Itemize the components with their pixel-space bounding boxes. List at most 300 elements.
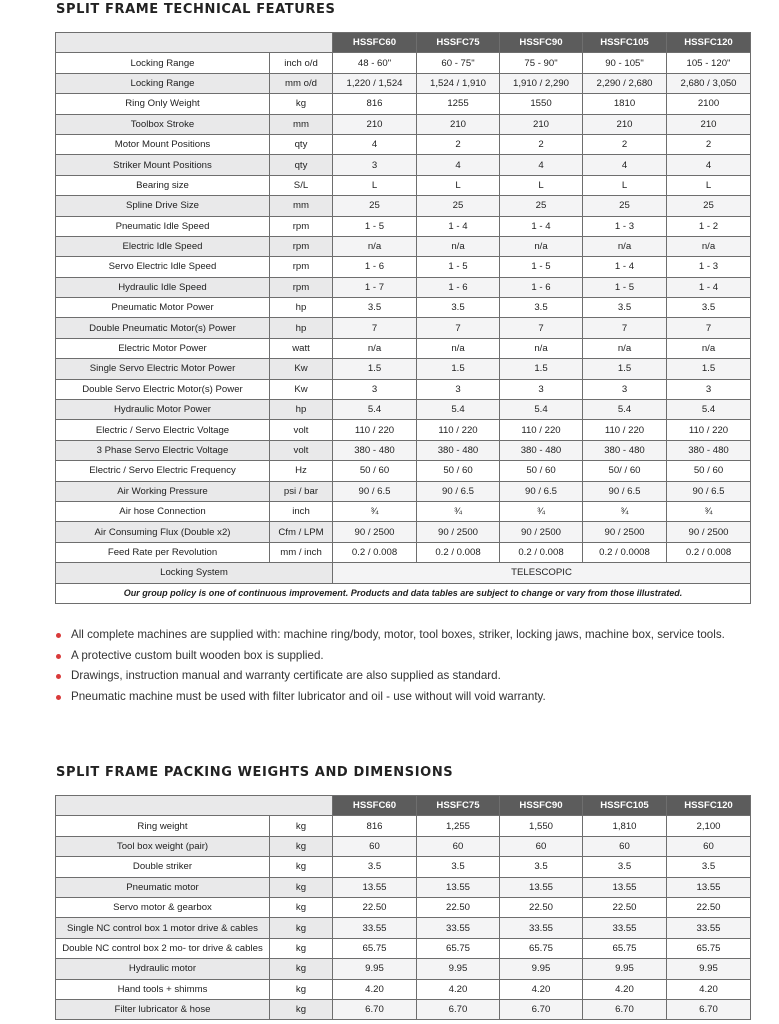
cell-value: 3.5	[417, 857, 500, 877]
cell-value: 110 / 220	[417, 420, 500, 440]
cell-value: 65.75	[500, 938, 583, 958]
row-unit: kg	[270, 897, 333, 917]
row-label: Double Servo Electric Motor(s) Power	[56, 379, 270, 399]
table-row	[56, 277, 751, 297]
cell-value: 90 / 6.5	[583, 481, 667, 501]
row-unit: rpm	[270, 236, 333, 256]
cell-value: n/a	[667, 236, 751, 256]
cell-value: 1 - 7	[333, 277, 417, 297]
row-label: Locking Range	[56, 73, 270, 93]
cell-value: 210	[583, 114, 667, 134]
row-unit: S/L	[270, 175, 333, 195]
row-unit: kg	[270, 857, 333, 877]
model-header: HSSFC105	[583, 33, 667, 53]
table-row	[56, 359, 751, 379]
model-header: HSSFC60	[333, 796, 417, 816]
cell-value: 9.95	[500, 959, 583, 979]
cell-value: 4.20	[500, 979, 583, 999]
cell-value: 4	[500, 155, 583, 175]
row-label: Hydraulic Motor Power	[56, 400, 270, 420]
row-unit: psi / bar	[270, 481, 333, 501]
cell-value: 90 / 6.5	[333, 481, 417, 501]
cell-value: 1.5	[667, 359, 751, 379]
row-label: Feed Rate per Revolution	[56, 542, 270, 562]
cell-value: 5.4	[500, 400, 583, 420]
table-row	[56, 938, 751, 958]
row-label: Hydraulic Idle Speed	[56, 277, 270, 297]
cell-value: 210	[417, 114, 500, 134]
row-label: Ring Only Weight	[56, 94, 270, 114]
list-item	[55, 625, 775, 646]
cell-value: 1255	[417, 94, 500, 114]
table-row	[56, 216, 751, 236]
cell-value: 2	[417, 134, 500, 154]
cell-value: 110 / 220	[333, 420, 417, 440]
cell-value: 60	[417, 836, 500, 856]
model-header: HSSFC90	[500, 796, 583, 816]
cell-value: 1.5	[583, 359, 667, 379]
cell-value: n/a	[333, 338, 417, 358]
cell-value: L	[417, 175, 500, 195]
cell-value: 1 - 2	[667, 216, 751, 236]
row-label: Servo Electric Idle Speed	[56, 257, 270, 277]
table-row	[56, 542, 751, 562]
row-unit: Hz	[270, 461, 333, 481]
model-header: HSSFC90	[500, 33, 583, 53]
technical-features-title: SPLIT FRAME TECHNICAL FEATURES	[56, 2, 336, 17]
cell-value: 2100	[667, 94, 751, 114]
cell-value: 33.55	[583, 918, 667, 938]
cell-value: L	[333, 175, 417, 195]
table-row	[56, 877, 751, 897]
cell-value: 9.95	[333, 959, 417, 979]
cell-value: 380 - 480	[667, 440, 751, 460]
table-row	[56, 501, 751, 521]
policy-note-row	[56, 583, 751, 603]
cell-value: 22.50	[333, 897, 417, 917]
cell-value: 380 - 480	[333, 440, 417, 460]
cell-value: 48 - 60"	[333, 53, 417, 73]
row-label: Single NC control box 1 motor drive & cables	[56, 918, 270, 938]
cell-value: 4.20	[417, 979, 500, 999]
cell-value: 0.2 / 0.008	[333, 542, 417, 562]
row-unit: mm	[270, 196, 333, 216]
cell-value: 60	[667, 836, 751, 856]
cell-value: 5.4	[667, 400, 751, 420]
cell-value: 13.55	[417, 877, 500, 897]
row-unit: kg	[270, 816, 333, 836]
cell-value: ¾	[500, 501, 583, 521]
cell-value: 3	[333, 155, 417, 175]
cell-value: 3.5	[667, 298, 751, 318]
cell-value: 22.50	[583, 897, 667, 917]
cell-value: 50 / 60	[667, 461, 751, 481]
cell-value: 3	[667, 379, 751, 399]
row-unit: mm o/d	[270, 73, 333, 93]
table-row	[56, 155, 751, 175]
cell-value: L	[500, 175, 583, 195]
row-unit: kg	[270, 999, 333, 1019]
cell-value: 13.55	[667, 877, 751, 897]
row-label: Motor Mount Positions	[56, 134, 270, 154]
cell-value: 50/ / 60	[583, 461, 667, 481]
bullet-dot-icon	[56, 654, 61, 659]
cell-value: 380 - 480	[500, 440, 583, 460]
cell-value: 25	[333, 196, 417, 216]
row-label: Tool box weight (pair)	[56, 836, 270, 856]
locking-system-row	[56, 563, 751, 583]
row-unit: hp	[270, 400, 333, 420]
cell-value: 110 / 220	[667, 420, 751, 440]
row-unit: kg	[270, 959, 333, 979]
cell-value: 1 - 4	[583, 257, 667, 277]
row-label: Electric / Servo Electric Voltage	[56, 420, 270, 440]
table-row	[56, 999, 751, 1019]
cell-value: n/a	[667, 338, 751, 358]
cell-value: 25	[583, 196, 667, 216]
cell-value: 75 - 90"	[500, 53, 583, 73]
cell-value: 65.75	[417, 938, 500, 958]
cell-value: 3.5	[583, 857, 667, 877]
cell-value: 33.55	[333, 918, 417, 938]
cell-value: 5.4	[583, 400, 667, 420]
cell-value: 60	[333, 836, 417, 856]
cell-value: 25	[667, 196, 751, 216]
table-row	[56, 298, 751, 318]
cell-value: 105 - 120"	[667, 53, 751, 73]
table-row	[56, 236, 751, 256]
row-label: Single Servo Electric Motor Power	[56, 359, 270, 379]
supply-notes-list	[55, 625, 775, 707]
cell-value: n/a	[583, 338, 667, 358]
cell-value: 90 / 2500	[417, 522, 500, 542]
row-unit: kg	[270, 979, 333, 999]
cell-value: 4	[333, 134, 417, 154]
table-row	[56, 836, 751, 856]
cell-value: 3	[333, 379, 417, 399]
model-header: HSSFC60	[333, 33, 417, 53]
cell-value: 1.5	[417, 359, 500, 379]
cell-value: 3	[417, 379, 500, 399]
cell-value: n/a	[333, 236, 417, 256]
cell-value: 2,680 / 3,050	[667, 73, 751, 93]
list-item	[55, 666, 775, 687]
cell-value: 65.75	[667, 938, 751, 958]
list-item-text: Drawings, instruction manual and warranty certificate are also supplied as standard.	[71, 669, 501, 683]
cell-value: 1550	[500, 94, 583, 114]
cell-value: 6.70	[417, 999, 500, 1019]
row-unit: qty	[270, 155, 333, 175]
row-label: Servo motor & gearbox	[56, 897, 270, 917]
row-unit: kg	[270, 836, 333, 856]
cell-value: n/a	[417, 236, 500, 256]
cell-value: 3.5	[417, 298, 500, 318]
cell-value: 1 - 5	[333, 216, 417, 236]
cell-value: 90 / 2500	[583, 522, 667, 542]
cell-value: 13.55	[500, 877, 583, 897]
cell-value: 9.95	[417, 959, 500, 979]
cell-value: 1 - 6	[333, 257, 417, 277]
bullet-dot-icon	[56, 674, 61, 679]
row-label: Double NC control box 2 mo- tor drive & cables	[56, 938, 270, 958]
cell-value: 90 / 6.5	[500, 481, 583, 501]
bullet-dot-icon	[56, 633, 61, 638]
cell-value: 60	[500, 836, 583, 856]
row-unit: rpm	[270, 277, 333, 297]
cell-value: 33.55	[667, 918, 751, 938]
cell-value: 4.20	[667, 979, 751, 999]
cell-value: L	[667, 175, 751, 195]
list-item-text: Pneumatic machine must be used with filter lubricator and oil - use without will void warranty.	[71, 689, 546, 703]
cell-value: 1 - 5	[500, 257, 583, 277]
cell-value: 3.5	[333, 857, 417, 877]
row-unit: inch	[270, 501, 333, 521]
row-unit: Kw	[270, 379, 333, 399]
row-label: Double Pneumatic Motor(s) Power	[56, 318, 270, 338]
cell-value: 22.50	[500, 897, 583, 917]
cell-value: 1,220 / 1,524	[333, 73, 417, 93]
list-item-text: A protective custom built wooden box is supplied.	[71, 648, 324, 662]
cell-value: 6.70	[583, 999, 667, 1019]
cell-value: 22.50	[667, 897, 751, 917]
cell-value: 7	[417, 318, 500, 338]
table-row	[56, 73, 751, 93]
cell-value: 1.5	[333, 359, 417, 379]
table-row	[56, 440, 751, 460]
cell-value: 4	[667, 155, 751, 175]
cell-value: 3.5	[667, 857, 751, 877]
row-unit: qty	[270, 134, 333, 154]
row-label: Locking System	[56, 563, 333, 583]
row-label: Electric / Servo Electric Frequency	[56, 461, 270, 481]
row-label: Double striker	[56, 857, 270, 877]
row-label: Pneumatic motor	[56, 877, 270, 897]
cell-value: ¾	[667, 501, 751, 521]
cell-value: 65.75	[583, 938, 667, 958]
row-label: Electric Motor Power	[56, 338, 270, 358]
cell-value: 60	[583, 836, 667, 856]
cell-value: 50 / 60	[417, 461, 500, 481]
cell-value: 4	[417, 155, 500, 175]
row-label: Hydraulic motor	[56, 959, 270, 979]
technical-features-table	[55, 32, 751, 604]
policy-note: Our group policy is one of continuous improvement. Products and data tables are subject to change or vary from those illustrated.	[56, 583, 751, 603]
table-row	[56, 338, 751, 358]
cell-value: 1,255	[417, 816, 500, 836]
cell-value: 210	[500, 114, 583, 134]
cell-value: 4.20	[583, 979, 667, 999]
cell-value: 110 / 220	[500, 420, 583, 440]
cell-value: 9.95	[583, 959, 667, 979]
cell-value: 0.2 / 0.008	[417, 542, 500, 562]
table-row	[56, 379, 751, 399]
cell-value: n/a	[500, 338, 583, 358]
table-row	[56, 400, 751, 420]
cell-value: 1 - 3	[583, 216, 667, 236]
model-header: HSSFC75	[417, 33, 500, 53]
table-row	[56, 481, 751, 501]
cell-value: 25	[500, 196, 583, 216]
model-header: HSSFC105	[583, 796, 667, 816]
cell-value: 3.5	[583, 298, 667, 318]
cell-value: 33.55	[500, 918, 583, 938]
cell-value: 33.55	[417, 918, 500, 938]
table-row	[56, 979, 751, 999]
cell-value: 1810	[583, 94, 667, 114]
cell-value: 1 - 3	[667, 257, 751, 277]
table-row	[56, 257, 751, 277]
cell-value: 3	[500, 379, 583, 399]
locking-system-value: TELESCOPIC	[333, 563, 751, 583]
row-unit: kg	[270, 938, 333, 958]
cell-value: 0.2 / 0.008	[500, 542, 583, 562]
cell-value: 816	[333, 94, 417, 114]
cell-value: 3	[583, 379, 667, 399]
row-unit: watt	[270, 338, 333, 358]
cell-value: 7	[667, 318, 751, 338]
row-unit: volt	[270, 420, 333, 440]
row-label: 3 Phase Servo Electric Voltage	[56, 440, 270, 460]
cell-value: 1 - 4	[417, 216, 500, 236]
cell-value: 0.2 / 0.008	[667, 542, 751, 562]
cell-value: 50 / 60	[333, 461, 417, 481]
cell-value: 2	[583, 134, 667, 154]
cell-value: 4.20	[333, 979, 417, 999]
cell-value: 7	[583, 318, 667, 338]
cell-value: 210	[667, 114, 751, 134]
cell-value: 7	[333, 318, 417, 338]
cell-value: 1,810	[583, 816, 667, 836]
cell-value: 0.2 / 0.0008	[583, 542, 667, 562]
cell-value: 2	[500, 134, 583, 154]
cell-value: 210	[333, 114, 417, 134]
cell-value: 816	[333, 816, 417, 836]
row-label: Air Working Pressure	[56, 481, 270, 501]
table-row	[56, 53, 751, 73]
table-row	[56, 134, 751, 154]
cell-value: 3.5	[333, 298, 417, 318]
row-label: Spline Drive Size	[56, 196, 270, 216]
cell-value: 6.70	[333, 999, 417, 1019]
model-header: HSSFC120	[667, 796, 751, 816]
row-label: Ring weight	[56, 816, 270, 836]
cell-value: ¾	[333, 501, 417, 521]
packing-weights-table	[55, 795, 751, 1020]
cell-value: 13.55	[583, 877, 667, 897]
row-label: Striker Mount Positions	[56, 155, 270, 175]
row-unit: kg	[270, 918, 333, 938]
cell-value: 25	[417, 196, 500, 216]
cell-value: 7	[500, 318, 583, 338]
row-label: Locking Range	[56, 53, 270, 73]
cell-value: 110 / 220	[583, 420, 667, 440]
table-row	[56, 114, 751, 134]
row-unit: hp	[270, 318, 333, 338]
row-label: Hand tools + shimms	[56, 979, 270, 999]
row-unit: kg	[270, 877, 333, 897]
cell-value: 380 - 480	[583, 440, 667, 460]
row-label: Air Consuming Flux (Double x2)	[56, 522, 270, 542]
row-label: Electric Idle Speed	[56, 236, 270, 256]
header-row	[56, 796, 751, 816]
cell-value: 5.4	[333, 400, 417, 420]
header-blank	[56, 796, 333, 816]
cell-value: 1,550	[500, 816, 583, 836]
model-header: HSSFC120	[667, 33, 751, 53]
table-row	[56, 522, 751, 542]
model-header: HSSFC75	[417, 796, 500, 816]
cell-value: 90 / 2500	[333, 522, 417, 542]
cell-value: 1 - 6	[500, 277, 583, 297]
cell-value: 3.5	[500, 298, 583, 318]
row-unit: hp	[270, 298, 333, 318]
cell-value: 5.4	[417, 400, 500, 420]
row-unit: rpm	[270, 216, 333, 236]
cell-value: 65.75	[333, 938, 417, 958]
cell-value: 9.95	[667, 959, 751, 979]
table-row	[56, 318, 751, 338]
row-label: Air hose Connection	[56, 501, 270, 521]
cell-value: ¾	[583, 501, 667, 521]
packing-weights-title: SPLIT FRAME PACKING WEIGHTS AND DIMENSIONS	[56, 765, 454, 780]
row-unit: volt	[270, 440, 333, 460]
row-unit: mm / inch	[270, 542, 333, 562]
cell-value: 60 - 75"	[417, 53, 500, 73]
cell-value: 2,290 / 2,680	[583, 73, 667, 93]
row-unit: rpm	[270, 257, 333, 277]
row-unit: Cfm / LPM	[270, 522, 333, 542]
row-label: Pneumatic Motor Power	[56, 298, 270, 318]
cell-value: n/a	[500, 236, 583, 256]
cell-value: n/a	[417, 338, 500, 358]
cell-value: 1 - 4	[500, 216, 583, 236]
cell-value: 13.55	[333, 877, 417, 897]
cell-value: 1,910 / 2,290	[500, 73, 583, 93]
row-unit: kg	[270, 94, 333, 114]
cell-value: L	[583, 175, 667, 195]
list-item	[55, 646, 775, 667]
row-label: Pneumatic Idle Speed	[56, 216, 270, 236]
cell-value: 1 - 4	[667, 277, 751, 297]
cell-value: 2	[667, 134, 751, 154]
cell-value: 2,100	[667, 816, 751, 836]
cell-value: 380 - 480	[417, 440, 500, 460]
table-row	[56, 959, 751, 979]
cell-value: 90 / 6.5	[667, 481, 751, 501]
table-row	[56, 857, 751, 877]
row-label: Bearing size	[56, 175, 270, 195]
row-unit: Kw	[270, 359, 333, 379]
cell-value: 90 - 105"	[583, 53, 667, 73]
cell-value: 1 - 5	[417, 257, 500, 277]
cell-value: 6.70	[667, 999, 751, 1019]
row-unit: inch o/d	[270, 53, 333, 73]
cell-value: 1 - 6	[417, 277, 500, 297]
row-label: Filter lubricator & hose	[56, 999, 270, 1019]
table-row	[56, 196, 751, 216]
bullet-dot-icon	[56, 695, 61, 700]
table-row	[56, 816, 751, 836]
cell-value: 22.50	[417, 897, 500, 917]
list-item-text: All complete machines are supplied with: machine ring/body, motor, tool boxes, striker, locking jaws, machine box, service tools.	[71, 628, 725, 641]
cell-value: 90 / 2500	[500, 522, 583, 542]
cell-value: ¾	[417, 501, 500, 521]
header-blank	[56, 33, 333, 53]
cell-value: 6.70	[500, 999, 583, 1019]
cell-value: 3.5	[500, 857, 583, 877]
cell-value: 1.5	[500, 359, 583, 379]
table-row	[56, 918, 751, 938]
